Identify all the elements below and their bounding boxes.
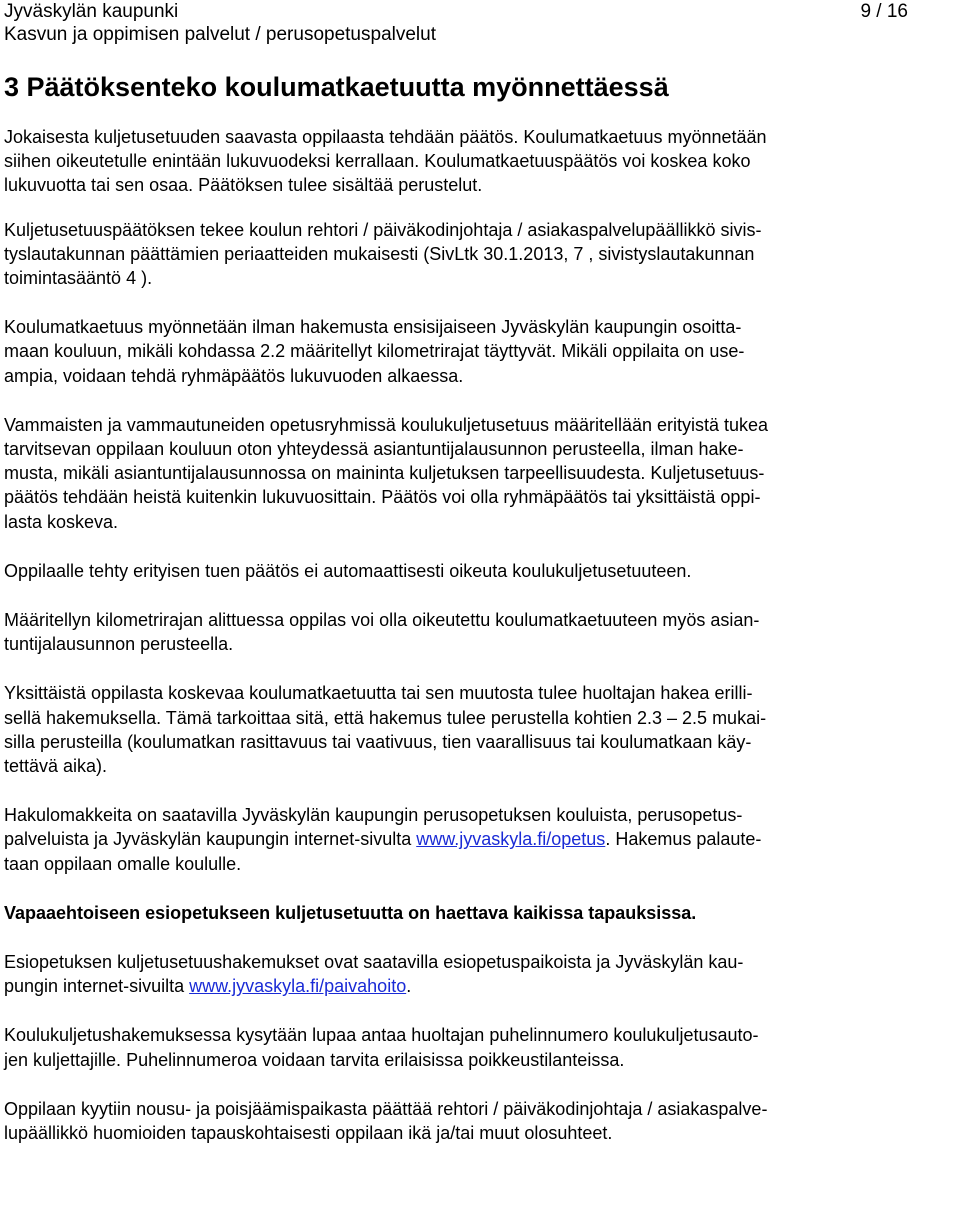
paragraph-expert-statement	[4, 608, 956, 656]
text-line: Vapaaehtoiseen esiopetukseen kuljetusetuutta on haettava kaikissa tapauksissa.	[4, 902, 697, 923]
text-line: silla perusteilla (koulumatkan rasittavuus tai vaativuus, tien vaarallisuus tai koulumatkaan käy-	[4, 731, 752, 752]
paragraph-pickup-location	[4, 1097, 956, 1145]
text-segment: . Hakemus palaute-	[605, 829, 762, 850]
text-line	[4, 974, 956, 998]
section-title: 3 Päätöksenteko koulumatkaetuutta myönnettäessä	[4, 72, 669, 102]
text-line: jen kuljettajille. Puhelinnumeroa voidaan tarvita erilaisissa poikkeustilanteissa.	[4, 1049, 625, 1070]
text-line: Yksittäistä oppilasta koskevaa koulumatkaetuutta tai sen muutosta tulee huoltajan hakea erilli-	[4, 683, 753, 704]
paragraph-individual-application	[4, 681, 956, 778]
paragraph-decision-maker	[4, 218, 956, 291]
page-number: 9 / 16	[860, 1, 908, 22]
opetus-website-link[interactable]: www.jyvaskyla.fi/opetus	[416, 829, 606, 850]
text-line: Kuljetusetuuspäätöksen tekee koulun rehtori / päiväkodinjohtaja / asiakaspalvelupäällikkö sivis-	[4, 219, 762, 240]
document-body	[4, 125, 956, 1145]
text-line: lasta koskeva.	[4, 511, 119, 532]
text-line: musta, mikäli asiantuntijalausunnossa on maininta kuljetuksen tarpeellisuudesta. Kuljetusetuus-	[4, 463, 765, 484]
text-line: Esiopetuksen kuljetusetuushakemukset ovat saatavilla esiopetuspaikoista ja Jyväskylän kau-	[4, 952, 744, 973]
text-line: tarvitsevan oppilaan kouluun oton yhteydessä asiantuntijalausunnon perusteella, ilman hake-	[4, 439, 744, 460]
text-segment: palveluista ja Jyväskylän kaupungin internet-sivulta	[4, 829, 417, 850]
paivahoito-website-link[interactable]: www.jyvaskyla.fi/paivahoito	[189, 976, 407, 997]
paragraph-phone-consent	[4, 1023, 956, 1071]
text-line: taan oppilaan omalle koululle.	[4, 853, 242, 874]
text-line: Oppilaan kyytiin nousu- ja poisjäämispaikasta päättää rehtori / päiväkodinjohtaja / asiakaspalve-	[4, 1098, 768, 1119]
text-line: lukuvuotta tai sen osaa. Päätöksen tulee sisältää perustelut.	[4, 175, 483, 196]
text-line: Jokaisesta kuljetusetuuden saavasta oppilaasta tehdään päätös. Koulumatkaetuus myönnetään	[4, 127, 767, 147]
page-header	[4, 0, 956, 48]
text-line: lupäällikkö huomioiden tapauskohtaisesti oppilaan ikä ja/tai muut olosuhteet.	[4, 1123, 613, 1144]
text-segment: .	[406, 976, 412, 997]
text-line: siihen oikeutetulle enintään lukuvuodeksi kerrallaan. Koulumatkaetuuspäätös voi koskea koko	[4, 151, 751, 172]
text-line: maan kouluun, mikäli kohdassa 2.2 määritellyt kilometrirajat täyttyvät. Mikäli oppilaita on use-	[4, 341, 745, 362]
paragraph-preschool-applications	[4, 950, 956, 998]
text-line: Koulumatkaetuus myönnetään ilman hakemusta ensisijaiseen Jyväskylän kaupungin osoitta-	[4, 317, 742, 338]
document-page	[4, 0, 956, 1170]
header-organization: Jyväskylän kaupunki	[4, 1, 179, 22]
text-line: Vammaisten ja vammautuneiden opetusryhmissä koulukuljetusetuus määritellään erityistä tukea	[4, 414, 769, 435]
text-line: sellä hakemuksella. Tämä tarkoittaa sitä, että hakemus tulee perustella kohtien 2.3 – 2.5 mukai-	[4, 707, 767, 728]
text-line	[4, 827, 956, 851]
text-line: Määritellyn kilometrirajan alittuessa oppilas voi olla oikeutettu koulumatkaetuuteen myös asian-	[4, 610, 760, 631]
text-line: Oppilaalle tehty erityisen tuen päätös ei automaattisesti oikeuta koulukuljetusetuuteen.	[4, 560, 692, 581]
text-line: tuntijalausunnon perusteella.	[4, 634, 234, 655]
text-segment: pungin internet-sivuilta	[4, 976, 190, 997]
paragraph-without-application	[4, 315, 956, 388]
text-line: tettävä aika).	[4, 756, 108, 777]
text-line: Hakulomakkeita on saatavilla Jyväskylän kaupungin perusopetuksen kouluista, perusopetus-	[4, 805, 743, 826]
paragraph-decision-basis	[4, 125, 956, 198]
header-department: Kasvun ja oppimisen palvelut / perusopetuspalvelut	[4, 24, 436, 45]
paragraph-special-support	[4, 559, 956, 583]
text-line: päätös tehdään heistä kuitenkin lukuvuosittain. Päätös voi olla ryhmäpäätös tai yksittäistä oppi-	[4, 487, 761, 508]
paragraph-application-forms	[4, 803, 956, 876]
text-line: tyslautakunnan päättämien periaatteiden mukaisesti (SivLtk 30.1.2013, 7 , sivistyslautakunnan	[4, 243, 755, 264]
paragraph-preschool-notice	[4, 901, 956, 925]
text-line: Koulukuljetushakemuksessa kysytään lupaa antaa huoltajan puhelinnumero koulukuljetusauto-	[4, 1025, 759, 1046]
text-line: ampia, voidaan tehdä ryhmäpäätös lukuvuoden alkaessa.	[4, 365, 464, 386]
text-line: toimintasääntö 4 ).	[4, 268, 153, 289]
paragraph-special-groups	[4, 413, 956, 534]
